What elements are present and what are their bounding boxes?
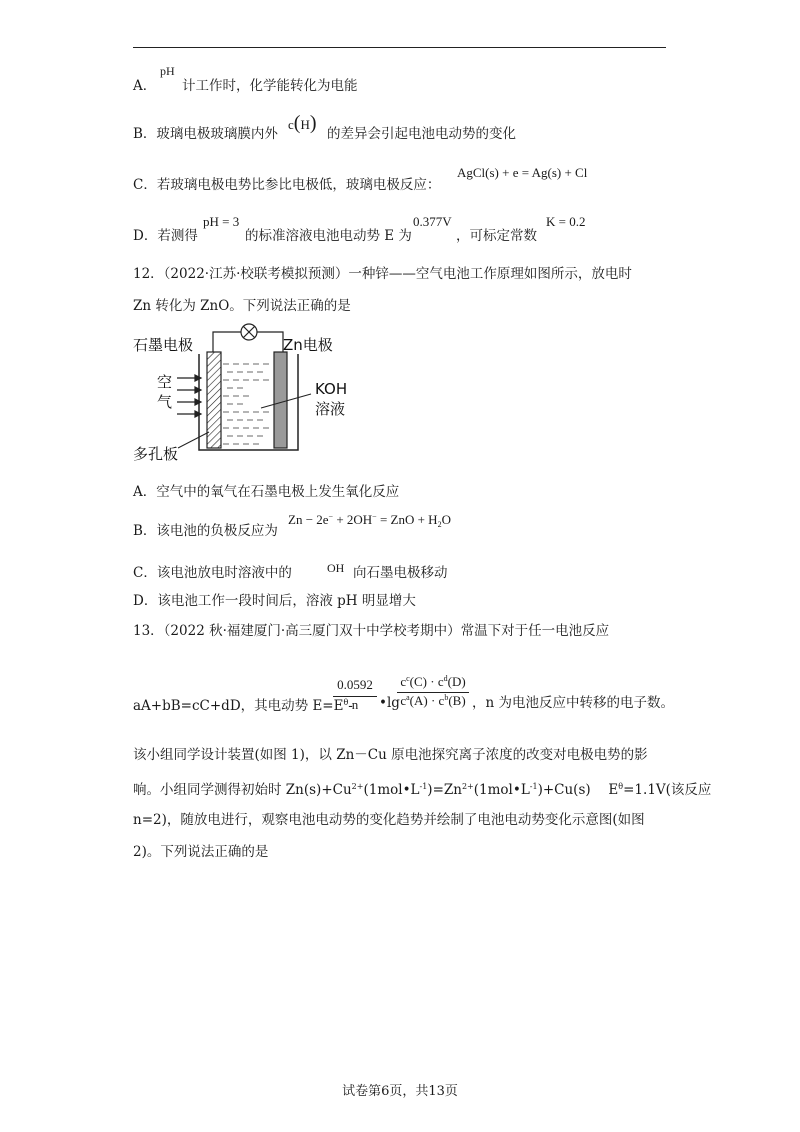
option-c-prev: C．若玻璃电极电势比参比电极低，玻璃电极反应： [133,177,441,193]
label-graphite-electrode: 石墨电极 [133,336,194,354]
agcl-formula: AgCl(s) + e = Ag(s) + Cl [457,165,588,180]
nernst-equation-right: ，n 为电池反应中转移的电子数。 [472,695,674,711]
q13-para-line2: 响。小组同学测得初始时 $Zn(s)+Cu^{2+}(1mol•L^{-1})=Zn^{2+}(1mol•L^{-1})+Cu(s)$ $E^\theta=1.1V$(该反应 [133,782,712,798]
q12-stem-line1: 12．（2022·江苏·校联考模拟预测）一种锌——空气电池工作原理如图所示，放电时 [133,266,632,282]
oh-label: OH [327,561,345,575]
option-d-prev-text3: ，可标定常数 [456,228,537,244]
page-footer: 试卷第6页，共13页 [342,1084,458,1099]
q13-para-line4: 2)。下列说法正确的是 [133,844,269,860]
voltage-value: 0.377V [413,214,452,229]
q13-para-line3: n=2)，随放电进行，观察电池电动势的变化趋势并绘制了电池电动势变化示意图(如图 [133,812,645,828]
nernst-equation-left: aA+bB=cC+dD，其电动势 $E=E^\theta-$ [133,698,353,714]
anode-reaction-formula: Zn − 2e− + 2OH− = ZnO + $H_2O$ [288,512,451,529]
k-equals: K = 0.2 [546,214,586,229]
air-arrows [177,375,201,417]
lamp-icon [241,324,257,340]
lg-denominator: $c^a(A) \cdot c^b(B)$ [400,693,466,708]
option-d-prev-text2: 的标准溶液电池电动势 E 为 [245,228,412,244]
ph-equals: pH = 3 [203,214,240,229]
q13-para-line1: 该小组同学设计装置(如图 1)，以 Zn－Cu 原电池探究离子浓度的改变对电极电势的影 [133,747,648,763]
conc-h-plus: c(H) [288,112,317,134]
label-zn-electrode: Zn电极 [283,336,333,354]
zn-electrode [274,352,287,448]
lg-numerator: $c^c(C) \cdot c^d(D)$ [400,674,466,689]
q12-stem-line2: Zn 转化为 ZnO。下列说法正确的是 [133,298,351,314]
porous-plate-pointer [178,432,209,448]
label-porous-plate: 多孔板 [133,445,179,463]
lg-operator: •lg [379,695,400,711]
option-b-prev-text2: 的差异会引起电池电动势的变化 [327,126,516,142]
electrolyte-solution [223,364,269,444]
q12-option-a: A．空气中的氧气在石墨电极上发生氧化反应 [133,484,400,500]
zinc-air-battery-diagram [133,320,363,465]
header-rule [133,47,666,48]
q12-option-d: D．该电池工作一段时间后，溶液 pH 明显增大 [133,593,416,609]
label-solution: 溶液 [315,400,346,418]
ph-label: pH [160,64,175,78]
q12-option-c: C．该电池放电时溶液中的 [133,565,292,581]
fraction-numerator: 0.0592 [337,677,373,692]
label-air-1: 空 [157,373,173,391]
option-d-prev: D．若测得 [133,228,198,244]
option-a-prev: A． [133,78,157,94]
q12-option-b: B．该电池的负极反应为 [133,523,278,539]
option-b-prev: B．玻璃电极玻璃膜内外 [133,126,278,142]
label-air-2: 气 [157,393,173,411]
q13-stem-line1: 13．（2022 秋·福建厦门·高三厦门双十中学校考期中）常温下对于任一电池反应 [133,623,610,639]
graphite-electrode [207,352,221,448]
fraction-denominator: n [351,697,359,712]
q12-option-c-text2: 向石墨电极移动 [353,565,448,581]
label-koh: KOH [315,380,348,398]
option-a-prev-text: 计工作时，化学能转化为电能 [182,78,358,94]
